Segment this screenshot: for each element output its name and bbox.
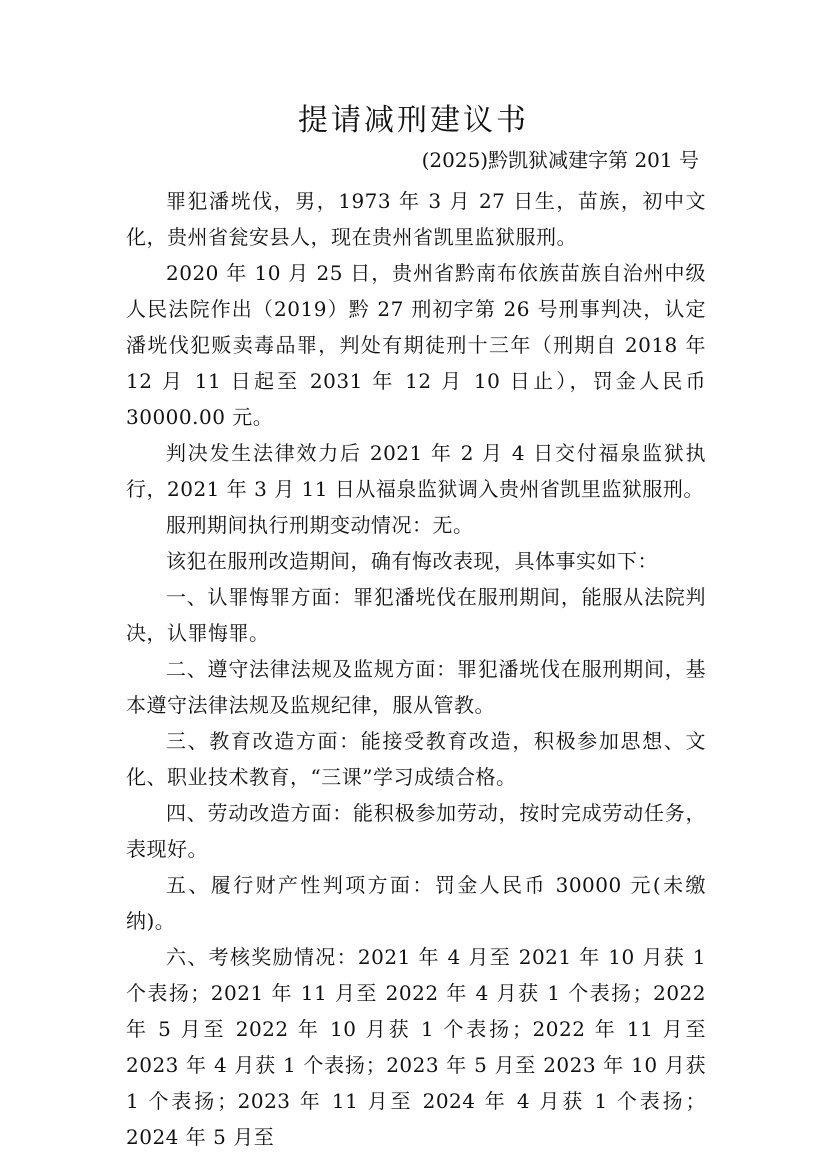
paragraph-execution: 判决发生法律效力后 2021 年 2 月 4 日交付福泉监狱执行，2021 年 3 月 11 日从福泉监狱调入贵州省凯里监狱服刑。	[126, 441, 706, 501]
paragraph-sentence-changes: 服刑期间执行刑期变动情况：无。	[166, 513, 474, 537]
document-title: 提请减刑建议书	[298, 103, 529, 138]
document-number: (2025)黔凯狱减建字第 201 号	[421, 148, 699, 172]
paragraph-discipline: 二、遵守法律法规及监规方面：罪犯潘垙伐在服刑期间，基本遵守法律法规及监规纪律，服从管教。	[126, 657, 706, 717]
paragraph-rewards: 六、考核奖励情况：2021 年 4 月至 2021 年 10 月获 1 个表扬；2021 年 11 月至 2022 年 4 月获 1 个表扬；2022 年 5 月至 2022 年 10 月获 1 个表扬；2022 年 11 月至 2023 年 4 月获 1 个表扬；2023 年 5 月至 2023 年 10 月获 1 个表扬；2023 年 11 月至 2024 年 4 月获 1 个表扬；2024 年 5 月至	[126, 945, 706, 1149]
paragraph-labor: 四、劳动改造方面：能积极参加劳动，按时完成劳动任务，表现好。	[126, 801, 706, 861]
document-body	[126, 183, 706, 1155]
paragraph-judgment: 2020 年 10 月 25 日，贵州省黔南布依族苗族自治州中级人民法院作出（2019）黔 27 刑初字第 26 号刑事判决，认定潘垙伐犯贩卖毒品罪，判处有期徒刑十三年（刑期自 2018 年 12 月 11 日起至 2031 年 12 月 10 日止），罚金人民币 30000.00 元。	[126, 261, 706, 429]
paragraph-repentance-intro: 该犯在服刑改造期间，确有悔改表现，具体事实如下：	[166, 549, 658, 573]
paragraph-criminal-info: 罪犯潘垙伐，男，1973 年 3 月 27 日生，苗族，初中文化，贵州省瓮安县人，现在贵州省凯里监狱服刑。	[126, 189, 706, 249]
paragraph-education: 三、教育改造方面：能接受教育改造，积极参加思想、文化、职业技术教育，“三课”学习成绩合格。	[126, 729, 706, 789]
paragraph-plea: 一、认罪悔罪方面：罪犯潘垙伐在服刑期间，能服从法院判决，认罪悔罪。	[126, 585, 706, 645]
paragraph-property: 五、履行财产性判项方面：罚金人民币 30000 元(未缴纳)。	[126, 873, 706, 933]
